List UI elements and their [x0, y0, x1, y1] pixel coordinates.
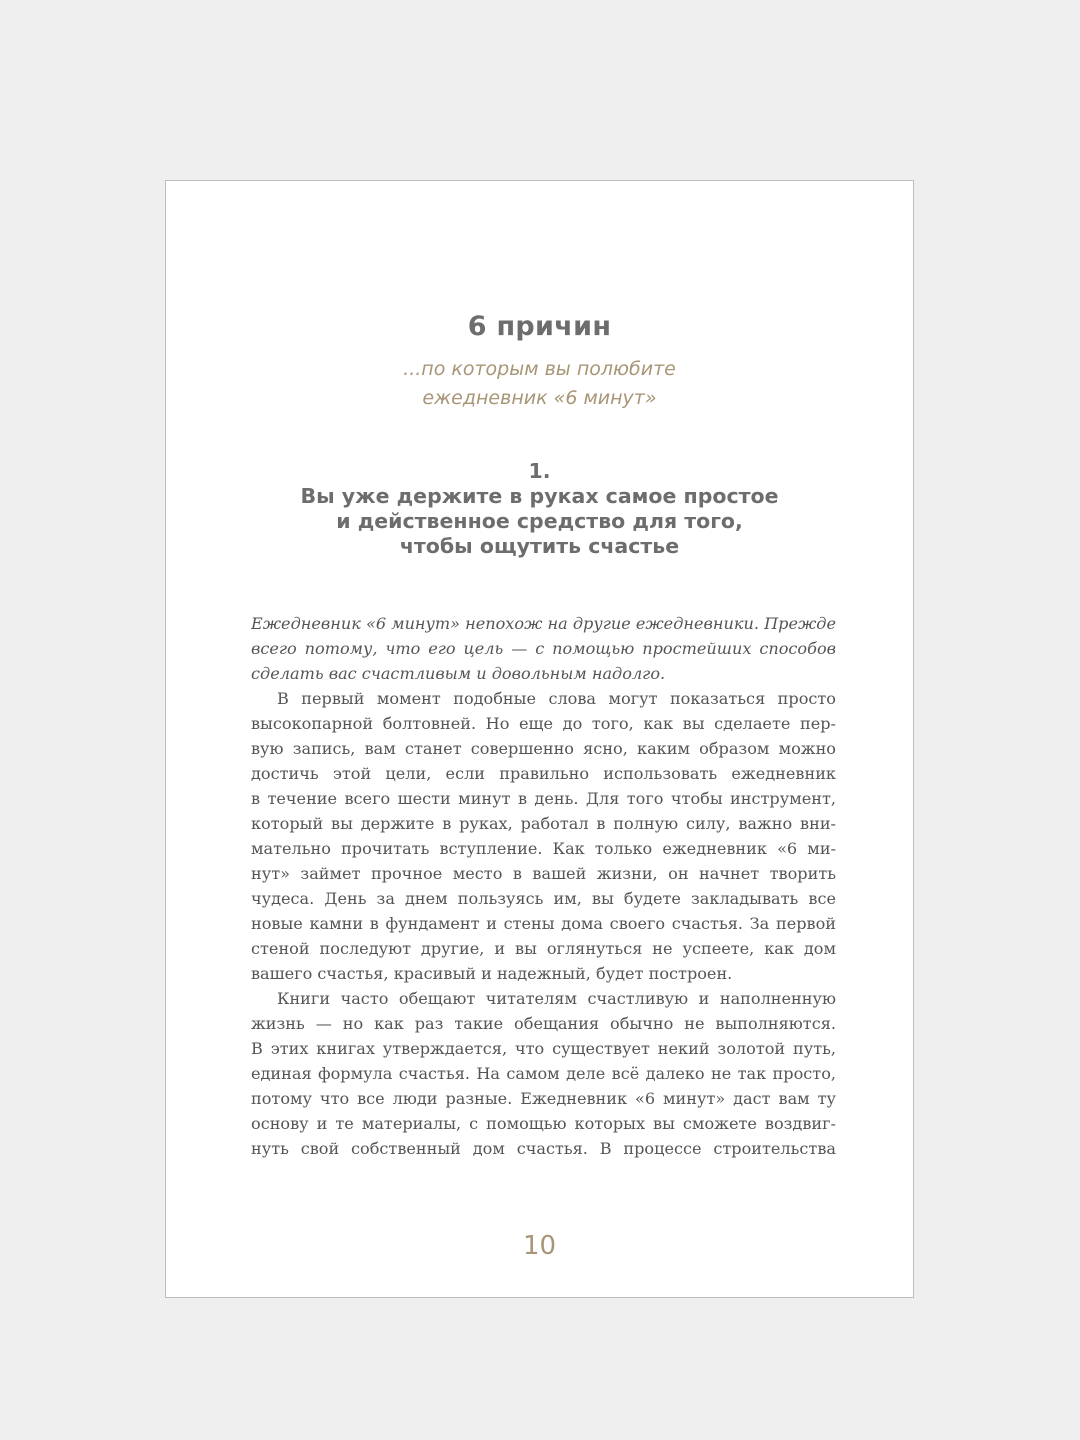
paragraph-2: [251, 986, 836, 1161]
section-heading-line: чтобы ощутить счастье: [399, 534, 680, 558]
text-line: потому что все люди разные. Ежедневник «6 минут» даст вам ту: [251, 1089, 836, 1108]
subtitle-line: ежедневник «6 минут»: [422, 387, 657, 409]
text-line: Ежедневник «6 минут» непохож на другие ежедневники. Прежде: [251, 614, 836, 633]
text-line: основу и те материалы, с помощью которых вы сможете воздвиг-: [251, 1114, 836, 1133]
page-subtitle: [166, 355, 913, 413]
section-heading-line: Вы уже держите в руках самое простое: [300, 484, 779, 508]
section-heading-line: и действенное средство для того,: [336, 509, 743, 533]
text-line: вашего счастья, красивый и надежный, будет построен.: [251, 964, 733, 983]
text-line: Книги часто обещают читателям счастливую и наполненную: [277, 989, 836, 1008]
text-line: достичь этой цели, если правильно использовать ежедневник: [251, 764, 836, 783]
text-line: новые камни в фундамент и стены дома своего счастья. За первой: [251, 914, 836, 933]
text-line: нуть свой собственный дом счастья. В процессе строительства: [251, 1139, 836, 1158]
text-line: сделать вас счастливым и довольным надолго.: [251, 664, 666, 683]
lead-paragraph: [251, 611, 836, 686]
text-line: чудеса. День за днем пользуясь им, вы будете закладывать все: [251, 889, 836, 908]
paragraph-1: [251, 686, 836, 986]
text-line: В первый момент подобные слова могут показаться просто: [277, 689, 836, 708]
subtitle-line: ...по которым вы полюбите: [403, 358, 676, 380]
text-line: В этих книгах утверждается, что существует некий золотой путь,: [251, 1039, 836, 1058]
page-number: 10: [522, 1231, 557, 1261]
text-line: единая формула счастья. На самом деле всё далеко не так просто,: [251, 1064, 836, 1083]
text-line: нут» займет прочное место в вашей жизни, он начнет творить: [251, 864, 836, 883]
text-line: всего потому, что его цель — с помощью простейших способов: [251, 639, 836, 658]
text-line: жизнь — но как раз такие обещания обычно не выполняются.: [251, 1014, 836, 1033]
body-text: [251, 611, 836, 1161]
section-number: 1.: [528, 459, 551, 483]
text-line: высокопарной болтовней. Но еще до того, как вы сделаете пер-: [251, 714, 836, 733]
section-heading: [166, 459, 913, 559]
text-line: вую запись, вам станет совершенно ясно, каким образом можно: [251, 739, 836, 758]
text-line: который вы держите в руках, работал в полную силу, важно вни-: [251, 814, 836, 833]
text-line: мательно прочитать вступление. Как только ежедневник «6 ми-: [251, 839, 836, 858]
page-title: 6 причин: [467, 311, 612, 342]
text-line: стеной последуют другие, и вы оглянуться не успеете, как дом: [251, 939, 836, 958]
book-page: [165, 180, 914, 1298]
text-line: в течение всего шести минут в день. Для того чтобы инструмент,: [251, 789, 836, 808]
